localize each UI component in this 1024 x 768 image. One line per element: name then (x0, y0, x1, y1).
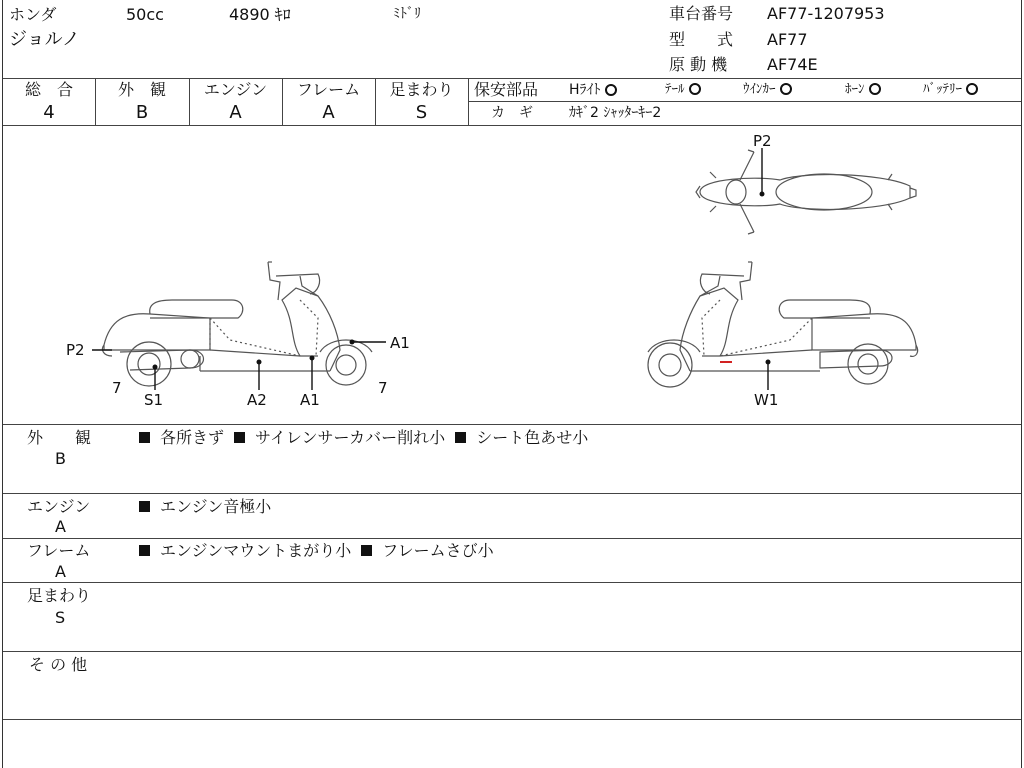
bullet-square-icon (139, 432, 150, 443)
keys-label: カ ギ (491, 105, 533, 121)
safety-item-tail: ﾃｰﾙ (665, 83, 701, 96)
scooter-top-view-drawing (696, 150, 916, 234)
type-label: 型 式 (669, 30, 734, 49)
frame-no: AF77-1207953 (767, 4, 885, 23)
remark-suspension-grade: S (55, 608, 66, 627)
label-s1: S1 (144, 391, 164, 409)
safety-item-horn: ﾎｰﾝ (845, 83, 881, 96)
label-a2: A2 (247, 391, 267, 409)
safety-item-headlight: Hﾗｲﾄ (569, 83, 617, 97)
bullet-square-icon (455, 432, 466, 443)
safety-item-battery: ﾊﾞｯﾃﾘｰ (923, 83, 978, 96)
safety-item-winker: ｳｲﾝｶｰ (743, 83, 792, 96)
grade-exterior-label: 外 観 (117, 80, 166, 99)
label-7-right: 7 (378, 379, 388, 397)
grade-suspension-label: 足まわり (389, 80, 454, 99)
grade-engine: A (229, 102, 242, 123)
label-7-left: 7 (112, 379, 122, 397)
grade-engine-label: エンジン (203, 80, 268, 99)
grade-total: 4 (43, 102, 55, 123)
remark-frame-items: エンジンマウントまがり小 フレームさび小 (139, 543, 504, 559)
mileage: 4890 ｷﾛ (229, 5, 291, 24)
scooter-left-side-drawing (102, 262, 372, 386)
engine-model-label: 原 動 機 (669, 55, 728, 74)
type-value: AF77 (767, 30, 808, 49)
bullet-square-icon (361, 545, 372, 556)
safety-title: 保安部品 (474, 80, 539, 99)
bullet-square-icon (234, 432, 245, 443)
label-w1: W1 (754, 391, 779, 409)
remark-other-label: そ の 他 (29, 655, 88, 674)
remark-engine-grade: A (55, 517, 66, 536)
label-a1-upper: A1 (390, 334, 410, 352)
remark-exterior-items: 各所きず サイレンサーカバー削れ小 シート色あせ小 (139, 430, 598, 446)
remark-exterior-label: 外 観 (27, 428, 92, 447)
model-name: ジョルノ (9, 29, 80, 50)
grade-exterior: B (135, 102, 149, 123)
grade-total-label: 総 合 (24, 80, 73, 99)
label-a1-lower: A1 (300, 391, 320, 409)
grade-frame-label: フレーム (296, 80, 361, 99)
label-p2-left: P2 (66, 341, 85, 359)
remark-frame-label: フレーム (27, 541, 91, 560)
engine-model: AF74E (767, 55, 818, 74)
maker: ホンダ (9, 5, 57, 24)
remark-frame-grade: A (55, 562, 66, 581)
label-p2-top: P2 (753, 132, 772, 150)
scooter-right-side-drawing (648, 262, 918, 387)
displacement: 50cc (126, 5, 164, 24)
remark-exterior-grade: B (55, 449, 66, 468)
frame-no-label: 車台番号 (669, 4, 734, 23)
color: ﾐﾄﾞﾘ (393, 6, 421, 22)
bullet-square-icon (139, 501, 150, 512)
remark-engine-items: エンジン音極小 (139, 499, 281, 515)
grade-frame: A (322, 102, 335, 123)
remark-engine-label: エンジン (27, 497, 91, 516)
remark-suspension-label: 足まわり (27, 586, 92, 605)
bullet-square-icon (139, 545, 150, 556)
keys-value: ｶｷﾞ2 ｼｬｯﾀｰｷｰ2 (569, 105, 662, 121)
grade-suspension: S (415, 102, 428, 123)
